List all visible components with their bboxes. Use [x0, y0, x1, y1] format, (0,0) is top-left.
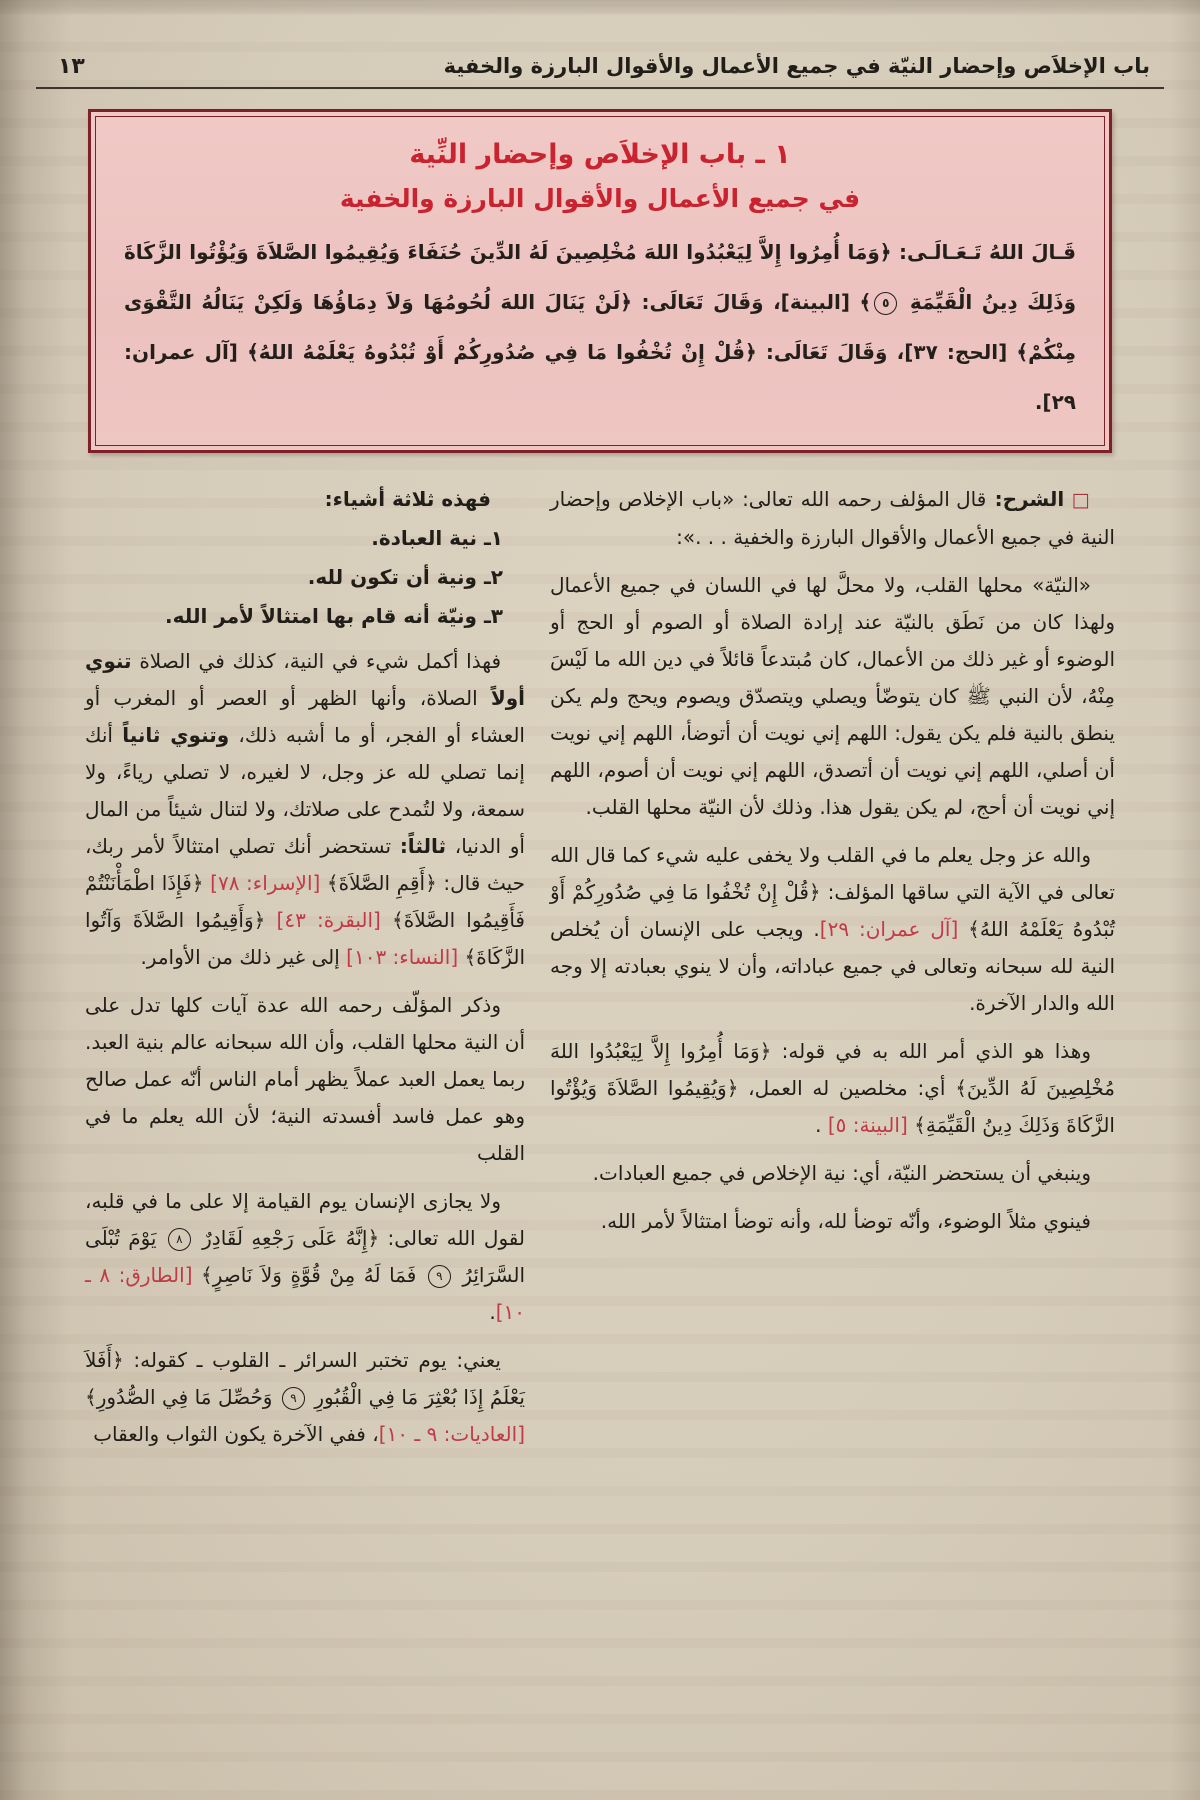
- chapter-title-line1: ١ ـ باب الإخلاَص وإحضار النِّية: [409, 139, 791, 170]
- two-column-body: [85, 481, 1115, 1464]
- chapter-quran-verses: قَـالَ اللهُ تَـعَـالَـى: ﴿وَمَا أُمِرُوا إِلاَّ لِيَعْبُدُوا اللهَ مُخْلِصِينَ لَهُ الدِّينَ حُنَفَاءَ وَيُقِيمُوا الصَّلاَةَ وَيُؤْتُوا الزَّكَاةَ وَذَلِكَ دِينُ الْقَيِّمَةِ ٥﴾ [البينة]، وَقَالَ تَعَالَى: ﴿لَنْ يَنَالَ اللهَ لُحُومُهَا وَلاَ دِمَاؤُهَا وَلَكِنْ يَنَالُهُ التَّقْوَى مِنْكُمْ﴾ [الحج: ٣٧]، وَقَالَ تَعَالَى: ﴿قُلْ إِنْ تُخْفُوا مَا فِي صُدُورِكُمْ أَوْ تُبْدُوهُ يَعْلَمْهُ اللهُ﴾ [آل عمران: ٢٩].: [124, 240, 1076, 414]
- paragraph: يعني: يوم تختبر السرائر ـ القلوب ـ كقوله: ﴿أَفَلاَ يَعْلَمُ إِذَا بُعْثِرَ مَا فِي الْقُبُورِ ٩ وَحُصِّلَ مَا فِي الصُّدُورِ﴾ [العاديات: ٩ ـ ١٠]، ففي الآخرة يكون الثواب والعقاب: [85, 1348, 525, 1446]
- running-head-title: باب الإخلاَص وإحضار النيّة في جميع الأعمال والأقوال البارزة والخفية: [443, 54, 1150, 78]
- column-left: [85, 481, 525, 1464]
- list-item-3: ٣ـ ونيّة أنه قام بها امتثالاً لأمر الله.: [165, 604, 503, 628]
- list-intro: فهذه ثلاثة أشياء:: [324, 487, 491, 511]
- paragraph: وذكر المؤلّف رحمه الله عدة آيات كلها تدل على أن النية محلها القلب، وأن الله سبحانه عالم بنية العبد. ربما يعمل العبد عملاً يظهر أمام الناس أنّه عمل صالح وهو عمل فاسد أفسدته النية؛ لأن الله يعلم ما في القلب: [85, 993, 525, 1165]
- list-item-2: ٢ـ ونية أن تكون لله.: [307, 565, 503, 589]
- list-item-1: ١ـ نية العبادة.: [371, 526, 503, 550]
- sharh-paragraph: □ الشرح: قال المؤلف رحمه الله تعالى: «باب الإخلاص وإحضار النية في جميع الأعمال والأقوال البارزة والخفية . . .»:: [550, 487, 1115, 549]
- paragraph: فهذا أكمل شيء في النية، كذلك في الصلاة تنوي أولاً الصلاة، وأنها الظهر أو العصر أو المغرب أو العشاء أو الفجر، أو ما أشبه ذلك، وتنوي ثانياً أنك إنما تصلي لله عز وجل، لا لغيره، لا تصلي رياءً، ولا سمعة، ولا لتُمدح على صلاتك، ولا لتنال شيئاً من المال أو الدنيا، ثالثاً: تستحضر أنك تصلي امتثالاً لأمر ربك، حيث قال: ﴿أَقِمِ الصَّلاَةَ﴾ [الإسراء: ٧٨] ﴿فَإِذَا اطْمَأْنَنْتُمْ فَأَقِيمُوا الصَّلاَةَ﴾ [البقرة: ٤٣] ﴿وَأَقِيمُوا الصَّلاَةَ وَآتُوا الزَّكَاةَ﴾ [النساء: ١٠٣] إلى غير ذلك من الأوامر.: [85, 649, 525, 969]
- chapter-box-inner-border: [95, 116, 1105, 446]
- page-header: [0, 0, 1200, 79]
- paragraph: وهذا هو الذي أمر الله به في قوله: ﴿وَمَا أُمِرُوا إِلاَّ لِيَعْبُدُوا اللهَ مُخْلِصِينَ لَهُ الدِّينَ﴾ أي: مخلصين له العمل، ﴿وَيُقِيمُوا الصَّلاَةَ وَيُؤْتُوا الزَّكَاةَ وَذَلِكَ دِينُ الْقَيِّمَةِ﴾ [البينة: ٥] .: [550, 1039, 1115, 1137]
- paragraph: وينبغي أن يستحضر النيّة، أي: نية الإخلاص في جميع العبادات.: [592, 1161, 1091, 1185]
- paragraph: ولا يجازى الإنسان يوم القيامة إلا على ما في قلبه، لقول الله تعالى: ﴿إِنَّهُ عَلَى رَجْعِهِ لَقَادِرٌ ٨ يَوْمَ تُبْلَى السَّرَائِرُ ٩ فَمَا لَهُ مِنْ قُوَّةٍ وَلاَ نَاصِرٍ﴾ [الطارق: ٨ ـ ١٠].: [85, 1189, 526, 1324]
- column-right: [550, 481, 1115, 1464]
- header-rule: [36, 87, 1164, 89]
- paragraph: فينوي مثلاً الوضوء، وأنّه توضأ لله، وأنه توضأ امتثالاً لأمر الله.: [600, 1209, 1091, 1233]
- chapter-title-line2: في جميع الأعمال والأقوال البارزة والخفية: [339, 184, 861, 213]
- page-number: ١٣: [58, 54, 85, 79]
- chapter-box: [88, 109, 1112, 453]
- paragraph: والله عز وجل يعلم ما في القلب ولا يخفى عليه شيء كما قال الله تعالى في الآية التي ساقها المؤلف: ﴿قُلْ إِنْ تُخْفُوا مَا فِي صُدُورِكُمْ أَوْ تُبْدُوهُ يَعْلَمْهُ اللهُ﴾ [آل عمران: ٢٩]. ويجب على الإنسان أن يُخلص النية لله سبحانه وتعالى في جميع عباداته، وأن لا ينوي بعبادته إلا وجه الله والدار الآخرة.: [550, 843, 1115, 1015]
- paragraph: «النيّة» محلها القلب، ولا محلَّ لها في اللسان في جميع الأعمال ولهذا كان من نَطَق بالنيّة عند إرادة الصلاة أو الصوم أو الحج أو الوضوء أو غير ذلك من الأعمال، كان مُبتدعاً قائلاً في دين الله ما لَيْسَ مِنْهُ، لأن النبي ﷺ كان يتوضّأ ويصلي ويتصدّق ويصوم ويحج ولم يكن ينطق بالنية فلم يكن يقول: اللهم إني نويت أن أتوضأ، اللهم إني نويت أن أصلي، اللهم إني نويت أن أتصدق، اللهم إني نويت أن أصوم، اللهم إني نويت أن أحج، لم يكن يقول هذا. وذلك لأن النيّة محلها القلب.: [550, 573, 1115, 819]
